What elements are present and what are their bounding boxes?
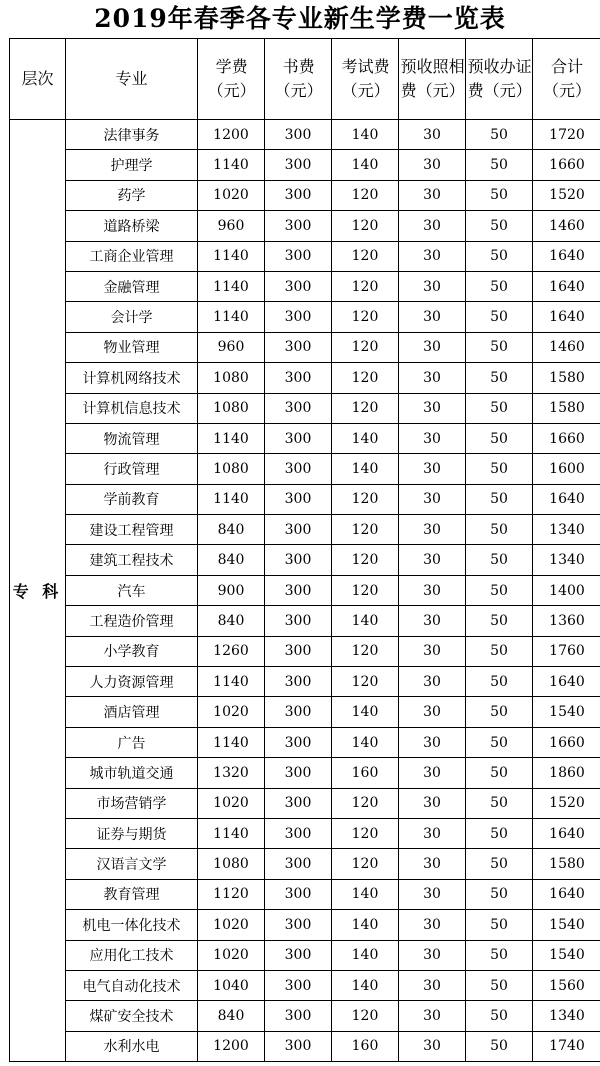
table-row (10, 271, 600, 301)
exam-cell: 120 (332, 393, 399, 423)
total-cell: 1560 (533, 970, 600, 1000)
major-cell: 证券与期货 (66, 818, 198, 848)
photo-cell: 30 (399, 970, 466, 1000)
exam-cell: 140 (332, 879, 399, 909)
total-cell: 1580 (533, 849, 600, 879)
exam-cell: 120 (332, 484, 399, 514)
cert-cell: 50 (466, 667, 533, 697)
exam-cell: 140 (332, 606, 399, 636)
exam-cell: 120 (332, 363, 399, 393)
exam-cell: 120 (332, 180, 399, 210)
table-row (10, 545, 600, 575)
table-row (10, 879, 600, 909)
major-cell: 市场营销学 (66, 788, 198, 818)
tuition-cell: 1140 (198, 727, 265, 757)
tuition-cell: 1080 (198, 454, 265, 484)
cert-cell: 50 (466, 697, 533, 727)
exam-cell: 120 (332, 302, 399, 332)
total-cell: 1580 (533, 393, 600, 423)
photo-cell: 30 (399, 393, 466, 423)
exam-cell: 120 (332, 667, 399, 697)
photo-cell: 30 (399, 818, 466, 848)
major-cell: 广告 (66, 727, 198, 757)
major-cell: 水利水电 (66, 1031, 198, 1061)
books-cell: 300 (265, 302, 332, 332)
table-row (10, 363, 600, 393)
exam-cell: 120 (332, 788, 399, 818)
table-row (10, 484, 600, 514)
books-cell: 300 (265, 940, 332, 970)
photo-cell: 30 (399, 211, 466, 241)
exam-cell: 140 (332, 910, 399, 940)
cert-cell: 50 (466, 575, 533, 605)
table-row (10, 241, 600, 271)
major-cell: 城市轨道交通 (66, 758, 198, 788)
books-cell: 300 (265, 484, 332, 514)
exam-cell: 140 (332, 150, 399, 180)
total-cell: 1340 (533, 1001, 600, 1031)
cert-cell: 50 (466, 879, 533, 909)
tuition-cell: 1140 (198, 818, 265, 848)
cert-cell: 50 (466, 484, 533, 514)
tuition-cell: 1080 (198, 849, 265, 879)
cert-cell: 50 (466, 241, 533, 271)
cert-cell: 50 (466, 788, 533, 818)
page-title: 2019年春季各专业新生学费一览表 (94, 4, 506, 33)
total-cell: 1340 (533, 545, 600, 575)
books-cell: 300 (265, 758, 332, 788)
major-cell: 药学 (66, 180, 198, 210)
total-cell: 1520 (533, 788, 600, 818)
tuition-cell: 840 (198, 606, 265, 636)
cert-cell: 50 (466, 818, 533, 848)
total-cell: 1400 (533, 575, 600, 605)
total-cell: 1720 (533, 120, 600, 150)
photo-cell: 30 (399, 788, 466, 818)
total-cell: 1640 (533, 484, 600, 514)
cert-cell: 50 (466, 545, 533, 575)
total-cell: 1660 (533, 150, 600, 180)
cert-cell: 50 (466, 636, 533, 666)
major-cell: 教育管理 (66, 879, 198, 909)
photo-cell: 30 (399, 423, 466, 453)
table-row (10, 970, 600, 1000)
tuition-cell: 840 (198, 1001, 265, 1031)
tuition-cell: 1200 (198, 120, 265, 150)
tuition-cell: 1140 (198, 150, 265, 180)
total-cell: 1640 (533, 667, 600, 697)
tuition-cell: 1020 (198, 940, 265, 970)
total-cell: 1360 (533, 606, 600, 636)
major-cell: 学前教育 (66, 484, 198, 514)
photo-cell: 30 (399, 545, 466, 575)
table-row (10, 606, 600, 636)
tuition-cell: 1140 (198, 667, 265, 697)
total-cell: 1660 (533, 727, 600, 757)
cert-cell: 50 (466, 393, 533, 423)
major-cell: 计算机网络技术 (66, 363, 198, 393)
major-cell: 电气自动化技术 (66, 970, 198, 1000)
tuition-cell: 1080 (198, 363, 265, 393)
exam-cell: 120 (332, 332, 399, 362)
total-cell: 1540 (533, 910, 600, 940)
tuition-cell: 840 (198, 515, 265, 545)
major-cell: 建筑工程技术 (66, 545, 198, 575)
table-row (10, 332, 600, 362)
table-row (10, 818, 600, 848)
tuition-cell: 1020 (198, 788, 265, 818)
major-cell: 小学教育 (66, 636, 198, 666)
books-cell: 300 (265, 515, 332, 545)
exam-cell: 120 (332, 636, 399, 666)
cert-cell: 50 (466, 180, 533, 210)
cert-cell: 50 (466, 423, 533, 453)
table-row (10, 697, 600, 727)
major-cell: 建设工程管理 (66, 515, 198, 545)
books-cell: 300 (265, 332, 332, 362)
photo-cell: 30 (399, 910, 466, 940)
exam-cell: 120 (332, 575, 399, 605)
total-cell: 1740 (533, 1031, 600, 1061)
books-cell: 300 (265, 849, 332, 879)
major-cell: 人力资源管理 (66, 667, 198, 697)
total-cell: 1760 (533, 636, 600, 666)
tuition-cell: 1020 (198, 697, 265, 727)
books-cell: 300 (265, 1031, 332, 1061)
cert-cell: 50 (466, 150, 533, 180)
table-row (10, 727, 600, 757)
books-cell: 300 (265, 606, 332, 636)
exam-cell: 140 (332, 940, 399, 970)
total-cell: 1580 (533, 363, 600, 393)
fee-table-body (10, 120, 600, 1062)
photo-cell: 30 (399, 636, 466, 666)
tuition-cell: 960 (198, 211, 265, 241)
exam-cell: 140 (332, 423, 399, 453)
books-cell: 300 (265, 697, 332, 727)
books-cell: 300 (265, 423, 332, 453)
cert-cell: 50 (466, 758, 533, 788)
total-cell: 1640 (533, 302, 600, 332)
cert-cell: 50 (466, 940, 533, 970)
total-cell: 1540 (533, 940, 600, 970)
photo-cell: 30 (399, 849, 466, 879)
books-cell: 300 (265, 211, 332, 241)
table-row (10, 667, 600, 697)
books-cell: 300 (265, 667, 332, 697)
major-cell: 煤矿安全技术 (66, 1001, 198, 1031)
table-row (10, 788, 600, 818)
major-cell: 行政管理 (66, 454, 198, 484)
exam-cell: 160 (332, 758, 399, 788)
books-cell: 300 (265, 879, 332, 909)
table-row (10, 393, 600, 423)
exam-cell: 120 (332, 515, 399, 545)
photo-cell: 30 (399, 454, 466, 484)
table-row (10, 180, 600, 210)
exam-cell: 140 (332, 727, 399, 757)
cert-cell: 50 (466, 606, 533, 636)
cert-cell: 50 (466, 515, 533, 545)
major-cell: 道路桥梁 (66, 211, 198, 241)
cert-cell: 50 (466, 970, 533, 1000)
header-photo: 预收照相费（元） (399, 39, 466, 120)
major-cell: 物流管理 (66, 423, 198, 453)
books-cell: 300 (265, 150, 332, 180)
fee-table (9, 38, 600, 1062)
cert-cell: 50 (466, 271, 533, 301)
table-row (10, 575, 600, 605)
header-major: 专业 (66, 39, 198, 120)
photo-cell: 30 (399, 241, 466, 271)
photo-cell: 30 (399, 667, 466, 697)
header-exam: 考试费（元） (332, 39, 399, 120)
books-cell: 300 (265, 1001, 332, 1031)
header-row (10, 39, 600, 120)
exam-cell: 120 (332, 1001, 399, 1031)
books-cell: 300 (265, 818, 332, 848)
photo-cell: 30 (399, 363, 466, 393)
tuition-cell: 960 (198, 332, 265, 362)
table-row (10, 211, 600, 241)
major-cell: 法律事务 (66, 120, 198, 150)
photo-cell: 30 (399, 727, 466, 757)
major-cell: 应用化工技术 (66, 940, 198, 970)
books-cell: 300 (265, 788, 332, 818)
books-cell: 300 (265, 970, 332, 1000)
exam-cell: 140 (332, 970, 399, 1000)
table-row (10, 636, 600, 666)
books-cell: 300 (265, 636, 332, 666)
photo-cell: 30 (399, 758, 466, 788)
photo-cell: 30 (399, 180, 466, 210)
major-cell: 金融管理 (66, 271, 198, 301)
photo-cell: 30 (399, 1001, 466, 1031)
header-books: 书费（元） (265, 39, 332, 120)
header-cert: 预收办证费（元） (466, 39, 533, 120)
photo-cell: 30 (399, 1031, 466, 1061)
major-cell: 会计学 (66, 302, 198, 332)
table-row (10, 849, 600, 879)
tuition-cell: 1140 (198, 271, 265, 301)
cert-cell: 50 (466, 727, 533, 757)
photo-cell: 30 (399, 302, 466, 332)
photo-cell: 30 (399, 515, 466, 545)
major-cell: 汽车 (66, 575, 198, 605)
books-cell: 300 (265, 575, 332, 605)
major-cell: 护理学 (66, 150, 198, 180)
books-cell: 300 (265, 727, 332, 757)
table-row (10, 515, 600, 545)
cert-cell: 50 (466, 910, 533, 940)
exam-cell: 140 (332, 120, 399, 150)
tuition-cell: 1140 (198, 241, 265, 271)
exam-cell: 120 (332, 545, 399, 575)
exam-cell: 120 (332, 211, 399, 241)
total-cell: 1460 (533, 332, 600, 362)
tuition-cell: 1080 (198, 393, 265, 423)
cert-cell: 50 (466, 211, 533, 241)
photo-cell: 30 (399, 940, 466, 970)
books-cell: 300 (265, 545, 332, 575)
total-cell: 1860 (533, 758, 600, 788)
tuition-cell: 1320 (198, 758, 265, 788)
cert-cell: 50 (466, 302, 533, 332)
table-row (10, 758, 600, 788)
table-row (10, 150, 600, 180)
exam-cell: 120 (332, 818, 399, 848)
tuition-cell: 1020 (198, 180, 265, 210)
major-cell: 物业管理 (66, 332, 198, 362)
total-cell: 1540 (533, 697, 600, 727)
cert-cell: 50 (466, 332, 533, 362)
tuition-cell: 1120 (198, 879, 265, 909)
tuition-cell: 1020 (198, 910, 265, 940)
cert-cell: 50 (466, 1031, 533, 1061)
books-cell: 300 (265, 454, 332, 484)
total-cell: 1520 (533, 180, 600, 210)
exam-cell: 120 (332, 849, 399, 879)
tuition-cell: 1140 (198, 302, 265, 332)
total-cell: 1640 (533, 879, 600, 909)
photo-cell: 30 (399, 606, 466, 636)
total-cell: 1640 (533, 241, 600, 271)
exam-cell: 120 (332, 271, 399, 301)
tuition-cell: 1260 (198, 636, 265, 666)
photo-cell: 30 (399, 575, 466, 605)
cert-cell: 50 (466, 1001, 533, 1031)
tuition-cell: 1200 (198, 1031, 265, 1061)
cert-cell: 50 (466, 454, 533, 484)
books-cell: 300 (265, 910, 332, 940)
books-cell: 300 (265, 180, 332, 210)
exam-cell: 160 (332, 1031, 399, 1061)
books-cell: 300 (265, 271, 332, 301)
photo-cell: 30 (399, 120, 466, 150)
header-total: 合计（元） (533, 39, 600, 120)
table-row (10, 910, 600, 940)
total-cell: 1460 (533, 211, 600, 241)
table-row (10, 1001, 600, 1031)
major-cell: 汉语言文学 (66, 849, 198, 879)
tuition-cell: 840 (198, 545, 265, 575)
books-cell: 300 (265, 363, 332, 393)
books-cell: 300 (265, 241, 332, 271)
tuition-cell: 1040 (198, 970, 265, 1000)
header-tuition: 学费（元） (198, 39, 265, 120)
tuition-cell: 1140 (198, 484, 265, 514)
photo-cell: 30 (399, 697, 466, 727)
table-row (10, 454, 600, 484)
exam-cell: 140 (332, 697, 399, 727)
major-cell: 计算机信息技术 (66, 393, 198, 423)
cert-cell: 50 (466, 363, 533, 393)
total-cell: 1660 (533, 423, 600, 453)
photo-cell: 30 (399, 879, 466, 909)
total-cell: 1640 (533, 818, 600, 848)
photo-cell: 30 (399, 332, 466, 362)
major-cell: 工程造价管理 (66, 606, 198, 636)
major-cell: 工商企业管理 (66, 241, 198, 271)
photo-cell: 30 (399, 271, 466, 301)
table-row (10, 423, 600, 453)
total-cell: 1340 (533, 515, 600, 545)
cert-cell: 50 (466, 120, 533, 150)
exam-cell: 140 (332, 454, 399, 484)
books-cell: 300 (265, 120, 332, 150)
total-cell: 1600 (533, 454, 600, 484)
tuition-cell: 1140 (198, 423, 265, 453)
major-cell: 酒店管理 (66, 697, 198, 727)
books-cell: 300 (265, 393, 332, 423)
total-cell: 1640 (533, 271, 600, 301)
table-row (10, 302, 600, 332)
photo-cell: 30 (399, 150, 466, 180)
tuition-cell: 900 (198, 575, 265, 605)
table-row (10, 120, 600, 150)
header-level: 层次 (10, 39, 66, 120)
cert-cell: 50 (466, 849, 533, 879)
major-cell: 机电一体化技术 (66, 910, 198, 940)
photo-cell: 30 (399, 484, 466, 514)
table-row (10, 1031, 600, 1061)
table-row (10, 940, 600, 970)
exam-cell: 120 (332, 241, 399, 271)
level-cell: 专 科 (10, 120, 66, 1062)
